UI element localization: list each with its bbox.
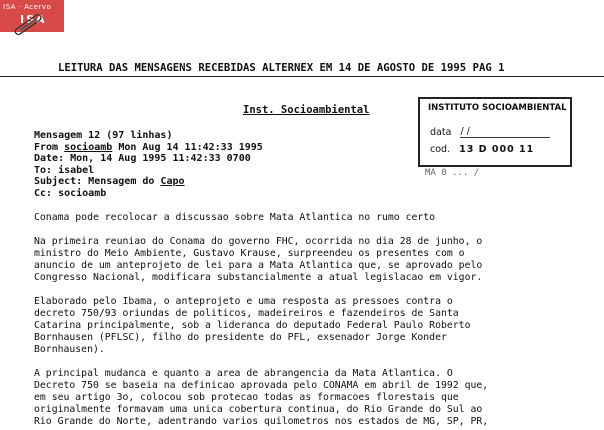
- body-line: A principal mudanca e quanto a area de abrangencia da Mata Atlantica. O: [34, 368, 453, 379]
- stamp-code-label: cod.: [430, 144, 451, 155]
- logo-caption: ISA · Acervo: [3, 3, 52, 11]
- subject-label: Subject: Mensagem do: [34, 176, 155, 188]
- body-line: Decreto 750 se baseia na definicao aprovada pelo CONAMA em abril de 1992 que,: [34, 380, 489, 391]
- institution-title: Inst. Socioambiental: [243, 104, 370, 116]
- document-header: [0, 58, 604, 77]
- body-line: Bornhausen).: [34, 344, 105, 355]
- message-number: Mensagem 12 (97 linhas): [34, 130, 173, 141]
- stamp-title: INSTITUTO SOCIOAMBIENTAL: [428, 103, 567, 113]
- logo-acronym: ISA: [20, 13, 47, 26]
- body-headline: Conama pode recolocar a discussao sobre Mata Atlantica no rumo certo: [34, 212, 436, 223]
- body-line: Catarina principalmente, sob a lideranca do deputado Federal Paulo Roberto: [34, 320, 471, 331]
- from-line: [34, 142, 263, 154]
- from-date: Mon Aug 14 11:42:33 1995: [118, 141, 263, 153]
- body-line: Bornhausen (PFLSC), filho do presidente do PFL, exsenador Jorge Konder: [34, 332, 447, 343]
- body-line: decreto 750/93 oriundas de politicos, madeireiros e fazendeiros de Santa: [34, 308, 459, 319]
- stamp-date-value: / /: [460, 126, 550, 138]
- handwritten-note: MA 0 ... /: [425, 168, 480, 178]
- stamp-date-label: data: [430, 127, 452, 138]
- archive-stamp: [418, 97, 572, 167]
- body-line: Na primeira reuniao do Conama do governo FHC, ocorrida no dia 28 de junho, o: [34, 236, 483, 247]
- date-line: Date: Mon, 14 Aug 1995 11:42:33 0700: [34, 153, 251, 165]
- body-line: Rio Grande do Norte, adentrando varios quilometros nos estados de MG, SP, PR,: [34, 416, 489, 427]
- to-line: To: isabel: [34, 164, 95, 176]
- body-line: ministro do Meio Ambiente, Gustavo Krause, surpreendeu os presentes com o: [34, 248, 465, 259]
- subject-line: [34, 176, 263, 188]
- body-line: em seu artigo 3o, colocou sob protecao todas as formacoes florestais que: [34, 392, 459, 403]
- from-label: From: [34, 141, 59, 153]
- message-headers: [34, 130, 263, 200]
- cc-line: Cc: socioamb: [34, 187, 107, 199]
- body-line: originalmente formavam uma unica cobertura continua, do Rio Grande do Sul ao: [34, 404, 483, 415]
- stamp-code-row: [430, 144, 534, 155]
- stamp-code-value: 13 D 000 11: [459, 144, 535, 155]
- body-line: anuncio de um anteprojeto de lei para a Mata Atlantica que, se aprovado pelo: [34, 260, 483, 271]
- from-user: socioamb: [64, 141, 113, 153]
- subject-value: Capo: [160, 176, 185, 188]
- body-line: Congresso Nacional, modificara substancialmente a atual legislacao em vigor.: [34, 272, 483, 283]
- body-line: Elaborado pelo Ibama, o anteprojeto e uma resposta as pressoes contra o: [34, 296, 453, 307]
- stamp-date-row: [430, 126, 550, 138]
- header-title: LEITURA DAS MENSAGENS RECEBIDAS ALTERNEX EM 14 DE AGOSTO DE 1995 PAG 1: [58, 62, 505, 74]
